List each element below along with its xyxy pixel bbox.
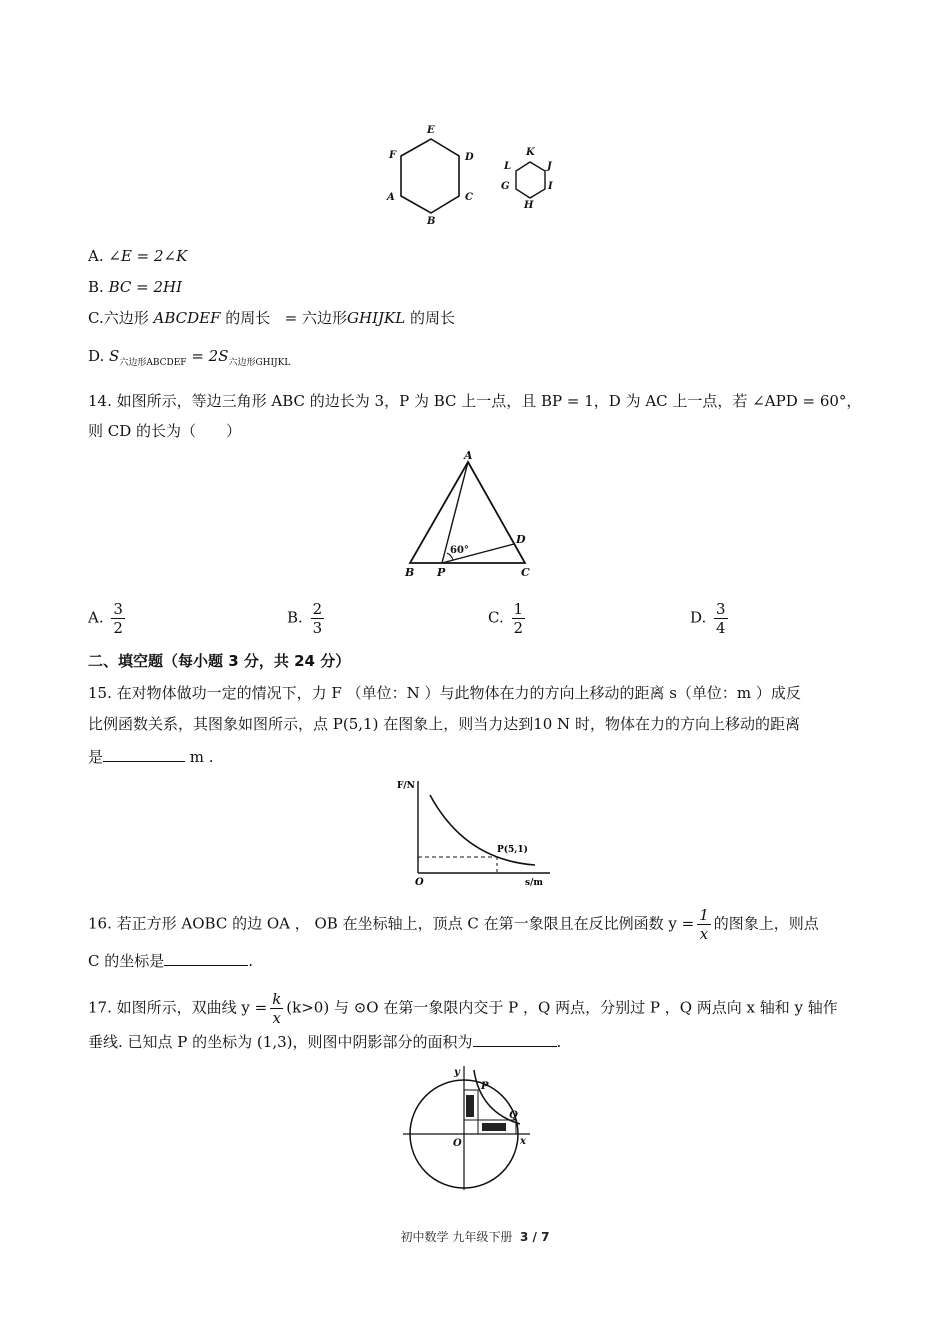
label-J: J xyxy=(547,161,552,172)
page-footer: 初中数学 九年级下册 3 / 7 xyxy=(400,1230,550,1244)
q15-text-line1: 15. 在对物体做功一定的情况下，力 F （单位：N ）与此物体在力的方向上移动的距离 s（单位：m ）成反 xyxy=(88,684,801,702)
origin-label: O xyxy=(453,1138,462,1149)
label-D: D xyxy=(516,533,526,546)
q16-text-line2: C 的坐标是 . xyxy=(88,949,253,971)
label-B: B xyxy=(427,216,436,227)
x-axis-label: s/m xyxy=(525,878,543,888)
hexagon-ghijkl xyxy=(516,162,545,198)
label-I: I xyxy=(548,181,553,192)
shaded-region-1 xyxy=(466,1095,474,1117)
q14-text-line2: 则 CD 的长为（ ） xyxy=(88,422,242,440)
q15-text-line3: 是 m . xyxy=(88,745,214,767)
q14-option-a: A. $\frac{3}{2}$ xyxy=(88,600,123,637)
label-D: D xyxy=(465,152,474,163)
label-K: K xyxy=(526,147,535,158)
label-P: P xyxy=(481,1081,489,1092)
answer-blank[interactable] xyxy=(164,949,248,966)
q13-option-b: B. BC = 2HI xyxy=(88,278,183,296)
label-E: E xyxy=(427,125,435,136)
y-axis-label: y xyxy=(454,1067,460,1078)
label-C: C xyxy=(521,566,530,579)
q14-option-d: D. $\frac{3}{4}$ xyxy=(690,600,726,637)
label-H: H xyxy=(524,200,534,211)
label-F: F xyxy=(389,150,397,161)
q13-option-c: C.六边形 ABCDEF 的周长 = 六边形GHIJKL 的周长 xyxy=(88,309,455,327)
q14-text-line1: 14. 如图所示，等边三角形 ABC 的边长为 3，P 为 BC 上一点，且 BP = 1，D 为 AC 上一点，若 ∠APD = 60°， xyxy=(88,392,862,410)
q15-text-line2: 比例函数关系，其图象如图所示，点 P(5,1) 在图象上，则当力达到10 N 时，物体在力的方向上移动的距离 xyxy=(88,715,800,733)
triangle-figure xyxy=(395,448,545,583)
q14-option-b: B. $\frac{2}{3}$ xyxy=(287,600,323,637)
answer-blank[interactable] xyxy=(103,745,185,762)
label-A: A xyxy=(464,449,473,462)
label-L: L xyxy=(504,161,512,172)
label-P: P xyxy=(437,566,446,579)
shaded-region-2 xyxy=(482,1123,506,1131)
label-C: C xyxy=(465,192,473,203)
q17-text-line2: 垂线. 已知点 P 的坐标为 (1,3)，则图中阴影部分的面积为 . xyxy=(88,1030,561,1052)
q16-text-line1: 16. 若正方形 AOBC 的边 OA ， OB 在坐标轴上，顶点 C 在第一象限且在反比例函数 y = $\frac{1}{x}$ 的图象上，则点 xyxy=(88,906,819,943)
point-p-label: P(5,1) xyxy=(497,845,528,855)
circle-hyperbola-figure xyxy=(398,1062,538,1192)
hexagon-abcdef xyxy=(401,139,459,213)
origin-label: O xyxy=(415,877,424,888)
label-Q: Q xyxy=(509,1110,518,1121)
x-axis-label: x xyxy=(520,1136,526,1147)
label-G: G xyxy=(501,181,510,192)
label-B: B xyxy=(405,566,415,579)
q13-option-d: D. $S_{六边形ABCDEF} = 2S_{六边形GHIJKL}$ xyxy=(88,347,291,368)
label-A: A xyxy=(387,192,395,203)
q14-option-c: C. $\frac{1}{2}$ xyxy=(488,600,524,637)
hexagon-figure xyxy=(380,118,570,230)
y-axis-label: F/N xyxy=(397,781,415,791)
angle-label: 60° xyxy=(450,545,469,556)
section-heading: 二、填空题（每小题 3 分，共 24 分） xyxy=(88,652,351,670)
q17-text-line1: 17. 如图所示，双曲线 y = $\frac{k}{x}$ (k>0) 与 ⊙O 在第一象限内交于 P ，Q 两点，分别过 P ，Q 两点向 x 轴和 y 轴作 xyxy=(88,990,838,1027)
answer-blank[interactable] xyxy=(473,1030,557,1047)
q13-option-a: A. ∠E = 2∠K xyxy=(88,247,188,265)
inverse-function-graph xyxy=(385,775,560,890)
